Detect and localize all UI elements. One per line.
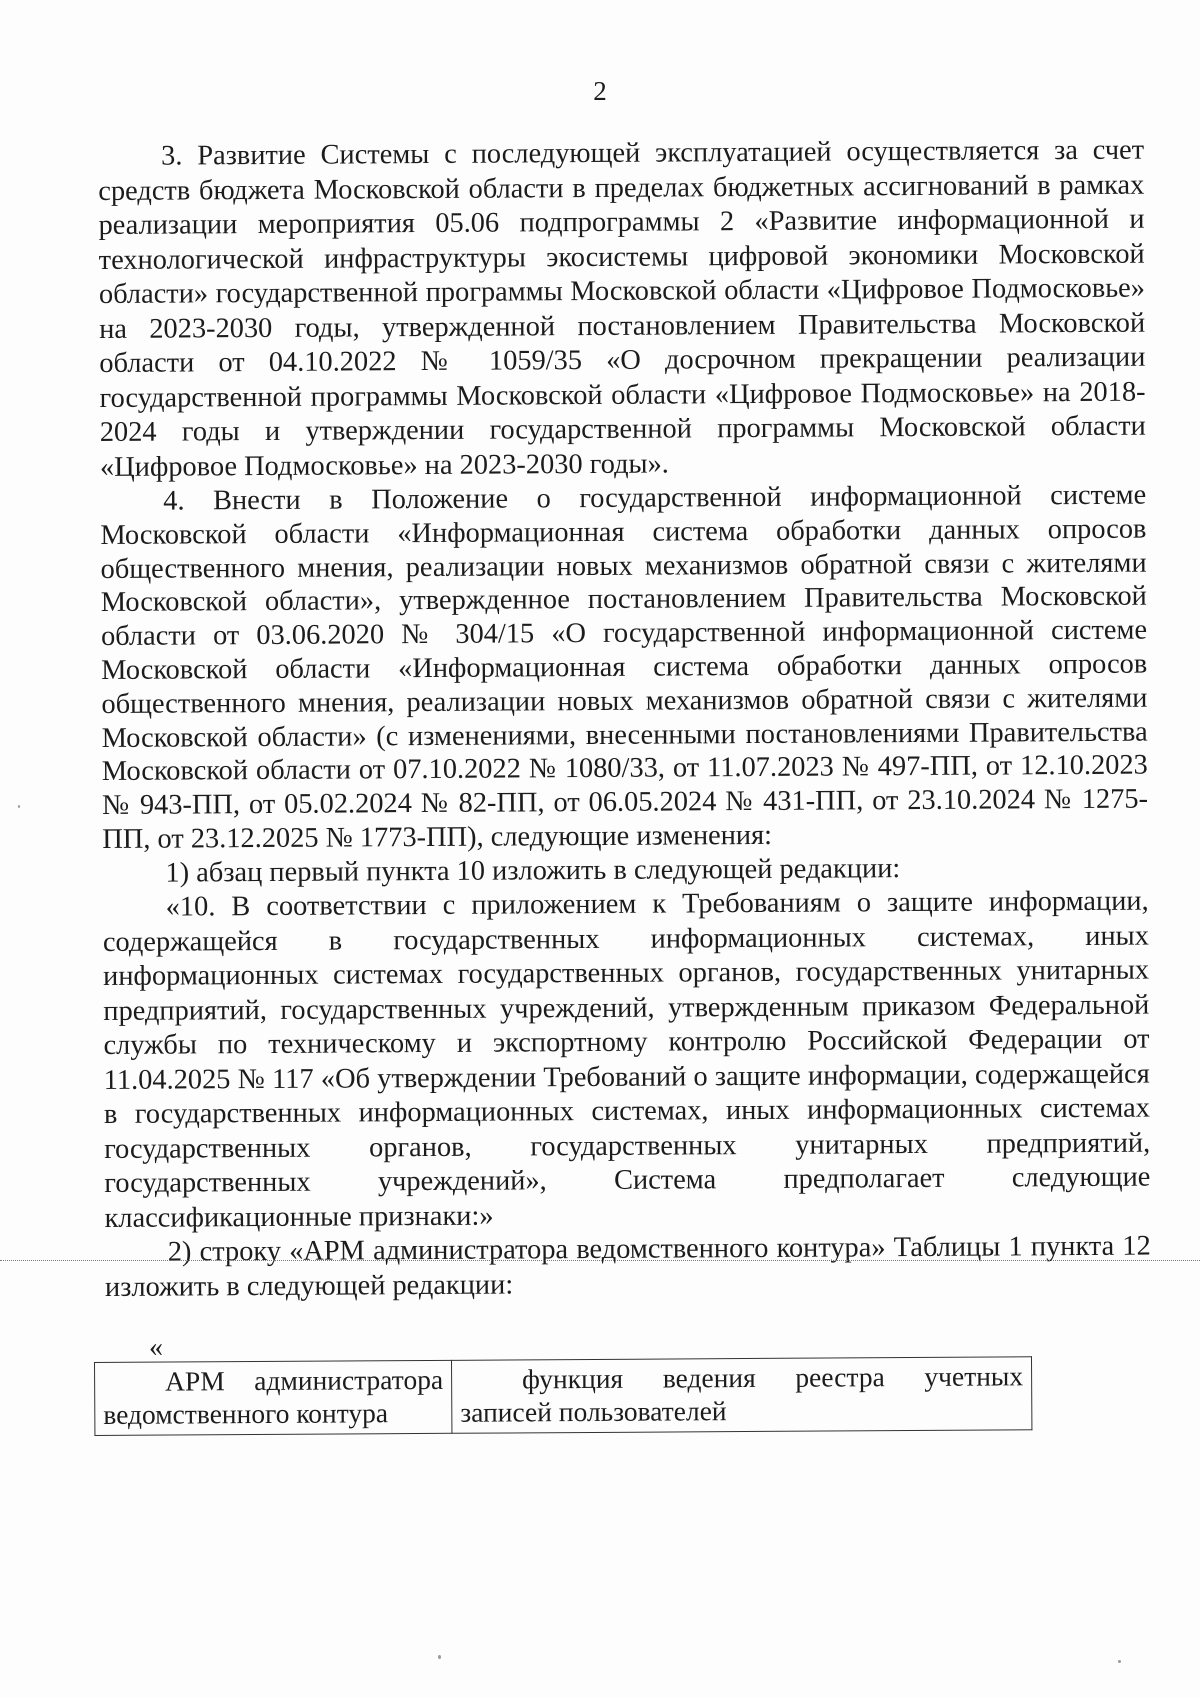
quoted-item-10: «10. В соответствии с приложением к Требованиям о защите информации, содержащейся в государственных информационных системах, иных информационных системах государственных органов, государственных унитарных предприятий, государственных учреждений, утвержденным приказом Федеральной службы по техническому и экспортному контролю Российской Федерации от 11.04.2025 № 117 «Об утверждении Требований о защите информации, содержащейся в государственных информационных системах, иных информационных системах государственных органов, государственных унитарных предприятий, государственных учреждений», Система предполагает следующие классификационные признаки:»	[102, 885, 1151, 1234]
page-number: 2	[593, 76, 607, 106]
paragraph-4: 4. Внести в Положение о государственной информационной системе Московской области «Информационная система обработки данных опросов общественного мнения, реализации новых механизмов обратной связи с жителями Московской области», утвержденное постановлением Правительства Московской области от 03.06.2020 № 304/15 «О государственной информационной системе Московской области «Информационная система обработки данных опросов общественного мнения, реализации новых механизмов обратной связи с жителями Московской области» (с изменениями, внесенными постановлениями Правительства Московской области от 07.10.2022 № 1080/33, от 11.07.2023 № 497-ПП, от 12.10.2023 № 943-ПП, от 05.02.2024 № 82-ПП, от 06.05.2024 № 431-ПП, от 23.10.2024 № 1275-ПП, от 23.12.2025 № 1773-ПП), следующие изменения:	[100, 479, 1149, 855]
paragraph-3: 3. Развитие Системы с последующей эксплуатацией осуществляется за счет средств бюджета Московской области в пределах бюджетных ассигнований в рамках реализации мероприятия 05.06 подпрограммы 2 «Развитие информационной и технологической инфраструктуры экосистемы цифровой экономики Московской области» государственной программы Московской области «Цифровое Подмосковье» на 2023-2030 годы, утвержденной постановлением Правительства Московской области от 04.10.2022 № 1059/35 «О досрочном прекращении реализации государственной программы Московской области «Цифровое Подмосковье» на 2018-2024 годы и утверждении государственной программы Московской области «Цифровое Подмосковье» на 2023-2030 годы».	[98, 134, 1146, 483]
replacement-table	[94, 1356, 1032, 1436]
opening-quote-mark: «	[149, 1332, 163, 1363]
scan-speck	[1118, 1660, 1121, 1663]
scan-speck	[438, 1655, 441, 1659]
scan-speck	[18, 805, 20, 808]
table-cell-component: АРМ администратора ведомственного контура	[95, 1360, 452, 1435]
table-cell-function: функция ведения реестра учетных записей пользователей	[451, 1357, 1031, 1434]
scan-dotted-line	[0, 1260, 1200, 1261]
subitem-2: 2) строку «АРМ администратора ведомственного контура» Таблицы 1 пункта 12 изложить в следующей редакции:	[104, 1230, 1151, 1303]
subitem-1: 1) абзац первый пункта 10 изложить в следующей редакции:	[165, 852, 901, 889]
document-body	[98, 134, 1151, 1306]
table-row	[95, 1357, 1032, 1436]
